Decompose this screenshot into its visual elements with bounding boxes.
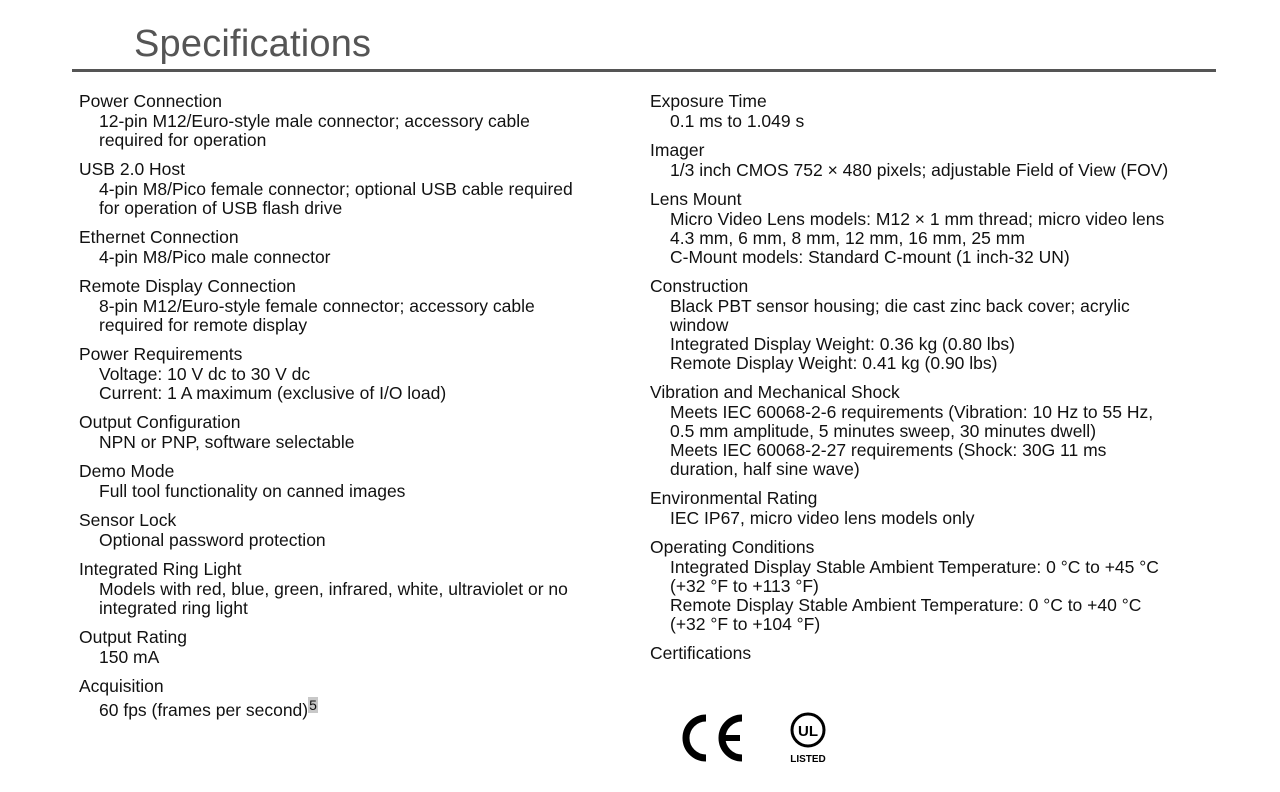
spec-title: Operating Conditions <box>650 537 815 557</box>
spec-value-text: C-Mount models: Standard C-mount (1 inch-32 UN) <box>670 247 1070 267</box>
spec-value-text: 60 fps (frames per second) <box>99 700 309 720</box>
spec-title: Exposure Time <box>650 91 767 111</box>
spec-value-line <box>79 112 624 131</box>
spec-value-text: Meets IEC 60068-2-27 requirements (Shock: 30G 11 ms <box>670 440 1107 460</box>
spec-title: Environmental Rating <box>650 488 818 508</box>
spec-value-text: required for operation <box>99 130 267 150</box>
spec-value-text: Integrated Display Stable Ambient Temperature: 0 °C to +45 °C <box>670 557 1159 577</box>
spec-value-line <box>650 615 1210 634</box>
right-spec-column <box>650 90 1210 672</box>
spec-value-line <box>79 599 624 618</box>
spec-title: Construction <box>650 276 749 296</box>
spec-value-text: Models with red, blue, green, infrared, white, ultraviolet or no <box>99 579 568 599</box>
spec-title: Sensor Lock <box>79 510 177 530</box>
spec-item <box>79 626 624 667</box>
spec-item <box>650 536 1210 634</box>
spec-item <box>79 509 624 550</box>
spec-value-line <box>650 335 1210 354</box>
spec-item <box>79 675 624 720</box>
spec-title: Ethernet Connection <box>79 227 239 247</box>
spec-value-text: Full tool functionality on canned images <box>99 481 406 501</box>
spec-value-line <box>79 648 624 667</box>
left-spec-column <box>79 90 624 728</box>
spec-value-text: Integrated Display Weight: 0.36 kg (0.80 lbs) <box>670 334 1016 354</box>
spec-item <box>79 343 624 403</box>
spec-value-text: window <box>670 315 729 335</box>
spec-value-line <box>79 482 624 501</box>
spec-value-line <box>79 384 624 403</box>
spec-value-line <box>650 161 1210 180</box>
page-title: Specifications <box>134 23 372 65</box>
ul-listed-icon <box>788 710 828 766</box>
spec-value-line <box>79 697 624 720</box>
title-divider <box>72 69 1216 72</box>
spec-value-line <box>650 112 1210 131</box>
spec-value-text: (+32 °F to +104 °F) <box>670 614 821 634</box>
spec-value-text: (+32 °F to +113 °F) <box>670 576 819 596</box>
ul-mark-text: UL <box>798 723 818 740</box>
spec-value-text: NPN or PNP, software selectable <box>99 432 355 452</box>
spec-value-line <box>79 433 624 452</box>
spec-title: Integrated Ring Light <box>79 559 242 579</box>
spec-value-text: integrated ring light <box>99 598 248 618</box>
spec-value-text: Black PBT sensor housing; die cast zinc back cover; acrylic <box>670 296 1130 316</box>
spec-value-line <box>650 248 1210 267</box>
spec-item <box>79 411 624 452</box>
spec-value-text: Current: 1 A maximum (exclusive of I/O load) <box>99 383 447 403</box>
spec-value-line <box>650 422 1210 441</box>
spec-value-line <box>79 131 624 150</box>
spec-title: Imager <box>650 140 705 160</box>
spec-item <box>79 90 624 150</box>
spec-value-text: 0.1 ms to 1.049 s <box>670 111 805 131</box>
spec-item <box>650 381 1210 479</box>
spec-value-line <box>650 596 1210 615</box>
spec-value-line <box>79 199 624 218</box>
spec-title: Certifications <box>650 643 752 663</box>
spec-title: Output Rating <box>79 627 187 647</box>
spec-value-line <box>79 316 624 335</box>
spec-value-line <box>79 531 624 550</box>
spec-item <box>79 558 624 618</box>
spec-value-text: 150 mA <box>99 647 160 667</box>
spec-title: Vibration and Mechanical Shock <box>650 382 900 402</box>
spec-value-line <box>650 577 1210 596</box>
spec-value-line <box>650 460 1210 479</box>
ul-listed-caption: LISTED <box>790 754 826 765</box>
spec-value-line <box>650 354 1210 373</box>
spec-item <box>79 226 624 267</box>
spec-item <box>650 90 1210 131</box>
spec-item <box>650 487 1210 528</box>
spec-value-line <box>79 248 624 267</box>
spec-value-text: Meets IEC 60068-2-6 requirements (Vibration: 10 Hz to 55 Hz, <box>670 402 1154 422</box>
spec-value-line <box>650 229 1210 248</box>
spec-item <box>650 188 1210 267</box>
spec-value-text: Voltage: 10 V dc to 30 V dc <box>99 364 311 384</box>
spec-title: Remote Display Connection <box>79 276 296 296</box>
spec-value-line <box>650 316 1210 335</box>
spec-title: Output Configuration <box>79 412 241 432</box>
spec-value-line <box>79 580 624 599</box>
spec-title: Power Connection <box>79 91 222 111</box>
spec-title: USB 2.0 Host <box>79 159 186 179</box>
spec-item <box>650 275 1210 373</box>
spec-value-line <box>650 558 1210 577</box>
spec-value-line <box>79 180 624 199</box>
spec-value-text: IEC IP67, micro video lens models only <box>670 508 975 528</box>
spec-item <box>650 642 1210 664</box>
spec-title: Acquisition <box>79 676 164 696</box>
spec-value-text: Remote Display Stable Ambient Temperature: 0 °C to +40 °C <box>670 595 1142 615</box>
spec-value-text: 0.5 mm amplitude, 5 minutes sweep, 30 minutes dwell) <box>670 421 1097 441</box>
spec-value-text: 4.3 mm, 6 mm, 8 mm, 12 mm, 16 mm, 25 mm <box>670 228 1025 248</box>
spec-title: Demo Mode <box>79 461 175 481</box>
spec-value-text: Micro Video Lens models: M12 × 1 mm thread; micro video lens <box>670 209 1165 229</box>
spec-value-text: Optional password protection <box>99 530 326 550</box>
spec-value-line <box>79 297 624 316</box>
spec-value-text: 12-pin M12/Euro-style male connector; accessory cable <box>99 111 530 131</box>
spec-value-line <box>650 509 1210 528</box>
spec-value-line <box>650 210 1210 229</box>
spec-value-text: 4-pin M8/Pico female connector; optional USB cable required <box>99 179 573 199</box>
spec-item <box>79 460 624 501</box>
spec-title: Lens Mount <box>650 189 742 209</box>
spec-value-text: Remote Display Weight: 0.41 kg (0.90 lbs) <box>670 353 998 373</box>
spec-value-text: 8-pin M12/Euro-style female connector; accessory cable <box>99 296 535 316</box>
spec-value-line <box>79 365 624 384</box>
ce-mark-icon <box>676 710 748 766</box>
spec-value-line <box>650 441 1210 460</box>
spec-value-line <box>650 403 1210 422</box>
spec-item <box>79 158 624 218</box>
spec-title: Power Requirements <box>79 344 243 364</box>
spec-value-text: 1/3 inch CMOS 752 × 480 pixels; adjustable Field of View (FOV) <box>670 160 1169 180</box>
spec-value-text: for operation of USB flash drive <box>99 198 343 218</box>
footnote-marker: 5 <box>309 697 317 713</box>
spec-item <box>79 275 624 335</box>
spec-value-text: duration, half sine wave) <box>670 459 860 479</box>
spec-value-text: required for remote display <box>99 315 308 335</box>
spec-value-line <box>650 297 1210 316</box>
spec-value-text: 4-pin M8/Pico male connector <box>99 247 331 267</box>
spec-item <box>650 139 1210 180</box>
